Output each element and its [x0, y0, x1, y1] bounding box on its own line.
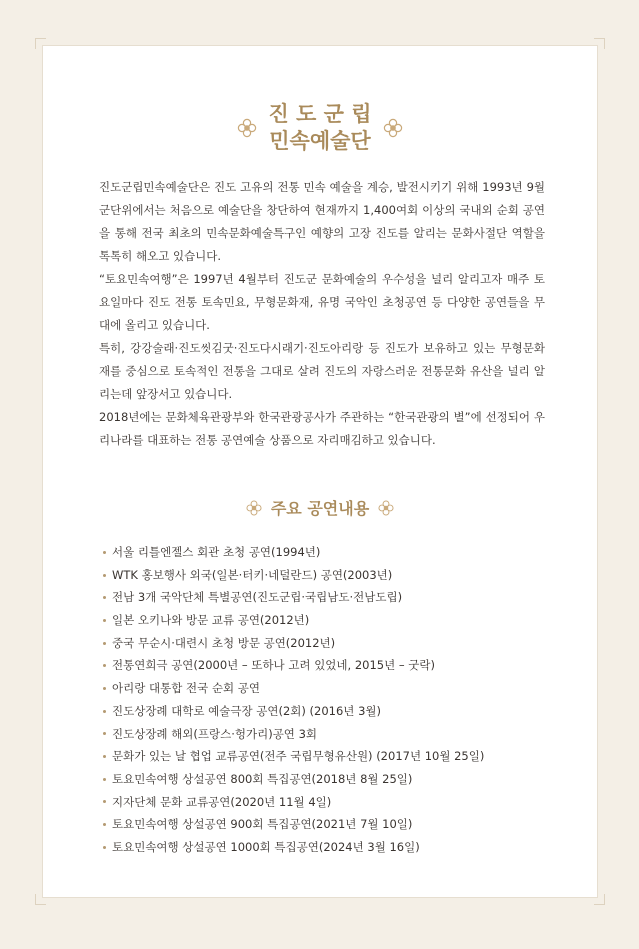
title-line-2: 민속예술단 — [269, 129, 371, 153]
list-item: 일본 오키나와 방문 교류 공연(2012년) — [103, 609, 563, 632]
flower-icon — [236, 117, 258, 139]
list-item: 진도상장례 해외(프랑스·헝가리)공연 3회 — [103, 723, 563, 746]
dot-bullet-icon — [103, 800, 106, 803]
list-item: 토요민속여행 상설공연 1000회 특집공연(2024년 3월 16일) — [103, 836, 563, 859]
intro-paragraph: “토요민속여행”은 1997년 4월부터 진도군 문화예술의 우수성을 널리 알리고자 매주 토요일마다 진도 전통 토속민요, 무형문화재, 유명 국악인 초청공연 등 다양한 공연들을 무대에 올리고 있습니다. — [99, 272, 545, 332]
corner-ornament — [594, 894, 605, 905]
performance-list — [103, 541, 563, 859]
dot-bullet-icon — [103, 664, 106, 667]
list-item: 진도상장례 대학로 예술극장 공연(2회) (2016년 3월) — [103, 700, 563, 723]
flower-icon — [245, 499, 263, 517]
intro-text — [99, 176, 545, 452]
section-header — [43, 496, 597, 519]
title-block — [43, 101, 597, 155]
dot-bullet-icon — [103, 642, 106, 645]
dot-bullet-icon — [103, 551, 106, 554]
list-item: 토요민속여행 상설공연 900회 특집공연(2021년 7월 10일) — [103, 813, 563, 836]
list-item: 문화가 있는 날 협업 교류공연(전주 국립무형유산원) (2017년 10월 25일) — [103, 745, 563, 768]
page-title — [268, 101, 371, 155]
dot-bullet-icon — [103, 778, 106, 781]
list-item: 지자단체 문화 교류공연(2020년 11월 4일) — [103, 791, 563, 814]
corner-ornament — [594, 38, 605, 49]
content-card — [42, 45, 598, 898]
list-item: 서울 리틀엔젤스 회관 초청 공연(1994년) — [103, 541, 563, 564]
list-item: WTK 홍보행사 외국(일본·터키·네덜란드) 공연(2003년) — [103, 564, 563, 587]
title-line-1: 진 도 군 립 — [268, 102, 372, 126]
list-item: 토요민속여행 상설공연 800회 특집공연(2018년 8월 25일) — [103, 768, 563, 791]
dot-bullet-icon — [103, 619, 106, 622]
dot-bullet-icon — [103, 596, 106, 599]
intro-paragraph: 2018년에는 문화체육관광부와 한국관광공사가 주관하는 “한국관광의 별”에 선정되어 우리나라를 대표하는 전통 공연예술 상품으로 자리매김하고 있습니다. — [99, 410, 545, 447]
dot-bullet-icon — [103, 574, 106, 577]
dot-bullet-icon — [103, 755, 106, 758]
flower-icon — [377, 499, 395, 517]
corner-ornament — [35, 894, 46, 905]
dot-bullet-icon — [103, 823, 106, 826]
list-item: 아리랑 대통합 전국 순회 공연 — [103, 677, 563, 700]
dot-bullet-icon — [103, 710, 106, 713]
section-title: 주요 공연내용 — [270, 499, 370, 518]
flower-icon — [382, 117, 404, 139]
dot-bullet-icon — [103, 687, 106, 690]
dot-bullet-icon — [103, 732, 106, 735]
list-item: 전남 3개 국악단체 특별공연(진도군립·국립남도·전남도립) — [103, 586, 563, 609]
list-item: 중국 무순시·대련시 초청 방문 공연(2012년) — [103, 632, 563, 655]
dot-bullet-icon — [103, 846, 106, 849]
intro-paragraph: 특히, 강강술래·진도씻김굿·진도다시래기·진도아리랑 등 진도가 보유하고 있는 무형문화재를 중심으로 토속적인 전통을 그대로 살려 진도의 자랑스러운 전통문화 유산을 널리 알리는데 앞장서고 있습니다. — [99, 341, 545, 401]
intro-paragraph: 진도군립민속예술단은 진도 고유의 전통 민속 예술을 계승, 발전시키기 위해 1993년 9월 군단위에서는 처음으로 예술단을 창단하여 현재까지 1,400여회 이상의 국내외 순회 공연을 통해 전국 최초의 민속문화예술특구인 예향의 고장 진도를 알리는 문화사절단 역할을 톡톡히 해오고 있습니다. — [99, 180, 545, 263]
list-item: 전통연희극 공연(2000년 – 또하나 고려 있었네, 2015년 – 굿락) — [103, 654, 563, 677]
corner-ornament — [35, 38, 46, 49]
